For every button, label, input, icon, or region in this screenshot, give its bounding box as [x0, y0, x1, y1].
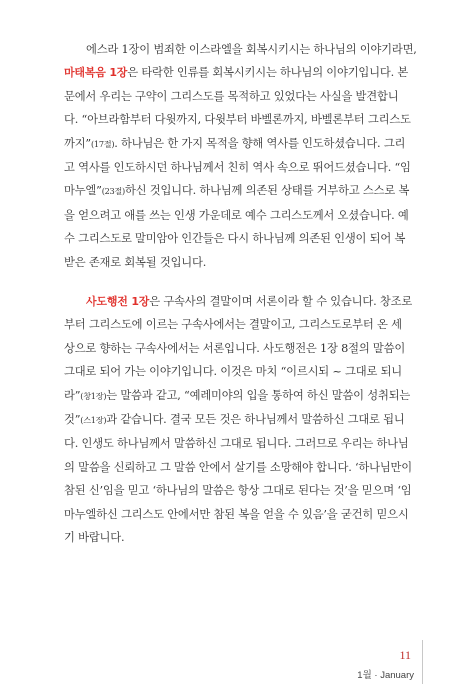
text-run: 의 말씀을 신뢰하고 그 말씀 안에서 살기를 소망해야 합니다. ‘하나님만이 — [64, 460, 412, 474]
text-run: 다. 인생도 하나님께서 말씀하신 그대로 됩니다. 그러므로 우리는 하나님 — [64, 437, 409, 451]
text-line — [64, 360, 416, 383]
text-line — [64, 179, 416, 203]
text-run: 받은 존재로 회복될 것입니다. — [64, 255, 207, 269]
text-run: 라” — [64, 388, 81, 402]
text-line — [64, 227, 416, 250]
text-run: 는 말씀과 같고, “예레미야의 입을 통하여 하신 말씀이 성취되는 — [106, 388, 411, 402]
text-line — [64, 251, 416, 274]
verse-reference: (스1장) — [80, 415, 107, 426]
text-run: 하신 것입니다. 하나님께 의존된 상태를 거부하고 스스로 복 — [124, 184, 410, 198]
text-line — [64, 85, 416, 108]
paragraph-1 — [64, 38, 416, 274]
text-run: 과 같습니다. 결국 모든 것은 하나님께서 말씀하신 그대로 됩니 — [106, 413, 405, 427]
text-line — [64, 503, 416, 526]
text-line — [64, 384, 416, 408]
text-run: 문에서 우리는 구약이 그리스도를 목적하고 있었다는 사실을 발견합니 — [64, 89, 399, 103]
text-line — [64, 61, 416, 84]
text-line — [64, 313, 416, 336]
text-run: 그대로 되어 가는 이야기입니다. 이것은 마치 “이르시되 ~ 그대로 되니 — [64, 365, 402, 379]
text-run: 다. “아브라함부터 다윗까지, 다윗부터 바벨론까지, 바벨론부터 그리스도 — [64, 113, 411, 127]
text-run: 은 타락한 인류를 회복시키시는 하나님의 이야기입니다. 본 — [127, 66, 409, 80]
text-run: 기 바랍니다. — [64, 531, 125, 545]
text-line — [64, 456, 416, 479]
text-run: 마누엘하신 그리스도 안에서만 참된 복을 얻을 수 있음’을 굳건히 믿으시 — [64, 507, 409, 521]
text-run: 상으로 향하는 구속사에서는 서론입니다. 사도행전은 1장 8절의 말씀이 — [64, 341, 406, 355]
verse-reference: (창1장) — [80, 390, 107, 401]
verse-reference: (23절) — [101, 186, 125, 197]
text-run: 마누엘” — [64, 184, 102, 198]
text-run: . 하나님은 한 가지 목적을 향해 역사를 인도하셨습니다. 그리 — [114, 136, 406, 150]
text-line — [64, 526, 416, 549]
text-line — [64, 132, 416, 156]
text-line — [64, 337, 416, 360]
highlighted-heading: 마태복음 1장 — [64, 66, 128, 80]
text-run: 수 그리스도로 말미암아 인간들은 다시 하나님께 의존된 인생이 되어 복 — [64, 232, 406, 246]
page-number: 11 — [399, 648, 411, 662]
verse-reference: (17절) — [91, 138, 115, 149]
month-label: 1월 · January — [357, 670, 414, 681]
text-run: 을 얻으려고 애를 쓰는 인생 가운데로 예수 그리스도께서 오셨습니다. 예 — [64, 208, 409, 222]
text-line — [64, 108, 416, 131]
text-line — [64, 38, 416, 61]
text-run: 참된 신’임을 믿고 ‘하나님의 말씀은 항상 그대로 된다는 것’을 믿으며 ‘임 — [64, 484, 412, 498]
highlighted-heading: 사도행전 1장 — [86, 295, 150, 308]
footer-divider — [422, 640, 423, 684]
paragraph-2 — [64, 290, 416, 549]
text-run: 고 역사를 인도하시던 하나님께서 친히 역사 속으로 뛰어드셨습니다. “임 — [64, 161, 411, 175]
text-run: 은 구속사의 결말이며 서론이라 할 수 있습니다. 창조로 — [149, 295, 413, 308]
text-run: 까지” — [64, 136, 92, 150]
text-line — [64, 432, 416, 455]
text-run: 에스라 1장이 범죄한 이스라엘을 회복시키시는 하나님의 이야기라면, — [86, 43, 417, 56]
text-run: 것” — [64, 413, 81, 427]
text-line — [64, 156, 416, 179]
text-line — [64, 479, 416, 502]
text-line — [64, 204, 416, 227]
text-run: 부터 그리스도에 이르는 구속사에서는 결말이고, 그리스도로부터 온 세 — [64, 318, 402, 332]
text-line — [64, 408, 416, 432]
text-line — [64, 290, 416, 313]
